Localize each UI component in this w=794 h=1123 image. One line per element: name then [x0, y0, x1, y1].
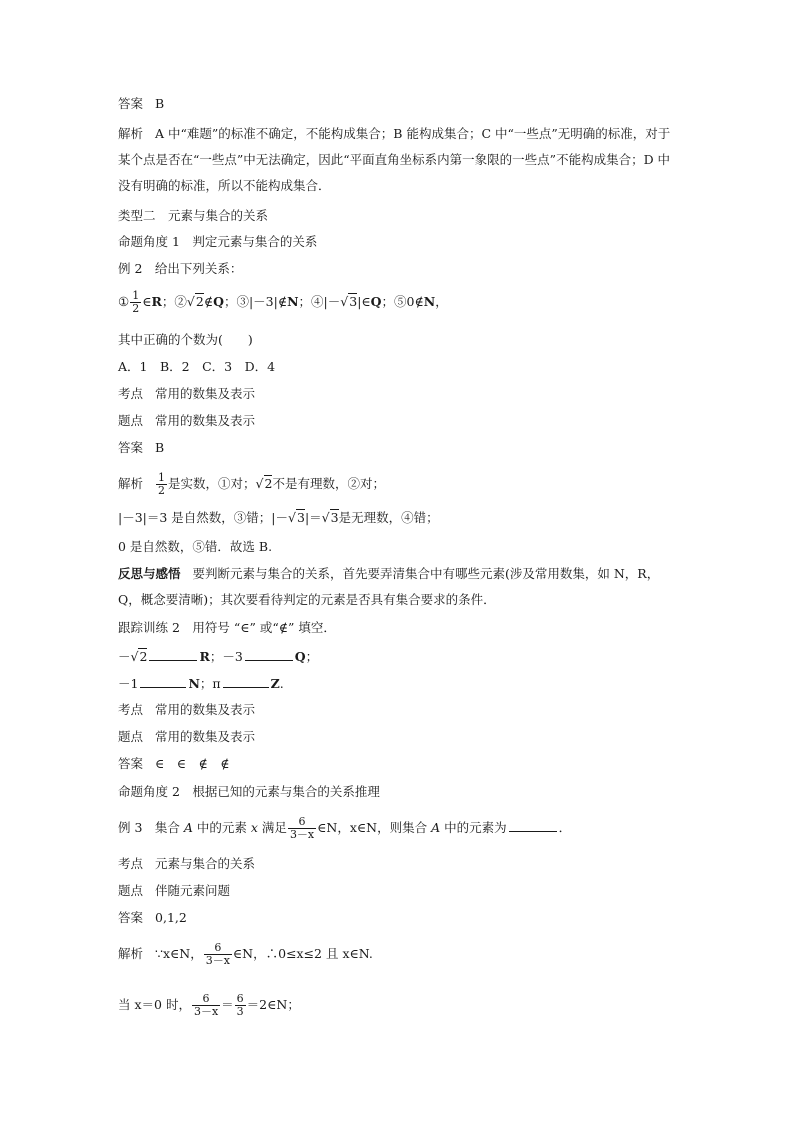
answer-label: 答案 — [118, 910, 144, 925]
fraction-numerator: 1 — [158, 471, 166, 484]
answer-label: 答案 — [118, 440, 144, 455]
kaodian-line — [118, 386, 255, 402]
fraction-six-over-three — [235, 993, 246, 1018]
answer-label: 答案 — [118, 756, 144, 771]
tidian-label: 题点 — [118, 413, 144, 428]
fraction-one-half — [156, 472, 167, 497]
set-symbol: Q — [370, 294, 382, 309]
example3-text: x∈N，则集合 — [349, 820, 432, 835]
example3-text: 例 3 集合 — [118, 820, 184, 835]
relation-5-text: ；⑤0∉ — [381, 294, 424, 309]
radicand: 3 — [349, 294, 358, 309]
relation-2-marker: ；② — [161, 294, 187, 309]
fraction-six-over-three-minus-x — [288, 816, 316, 841]
analysis-label: 解析 — [118, 476, 144, 491]
analysis-text: 是无理数，④错； — [338, 510, 439, 525]
kaodian-line — [118, 856, 255, 872]
fraction-denominator: 2 — [158, 484, 166, 497]
analysis-text: ∈N，∴0≤x≤2 且 x∈N. — [232, 946, 373, 961]
fill-blank[interactable] — [140, 675, 186, 688]
example3-text: 中的元素 — [192, 820, 251, 835]
punctuation: ． — [558, 820, 572, 835]
answer-label: 答案 — [118, 96, 144, 111]
analysis-label: 解析 — [118, 126, 144, 141]
tidian-value: 伴随元素问题 — [155, 883, 231, 898]
set-symbol: R — [199, 649, 210, 664]
fraction-numerator: 6 — [288, 816, 316, 829]
answer-line-1 — [118, 96, 164, 112]
example2-options: A．1 B．2 C．3 D．4 — [118, 359, 276, 374]
relation-symbol: |∈ — [357, 294, 371, 309]
kaodian-label: 考点 — [118, 856, 144, 871]
subsection-heading-angle2: 命题角度 2 根据已知的元素与集合的关系推理 — [118, 784, 380, 799]
example2-analysis-line-2: |－3|＝3 是自然数，③错；|－√3|＝√3是无理数，④错； — [118, 510, 439, 525]
answer-line-2 — [118, 440, 164, 456]
example3-statement — [118, 816, 571, 841]
set-name: A — [183, 820, 193, 835]
analysis-text: |－3|＝3 是自然数，③错；|－ — [118, 510, 289, 525]
example3-analysis-line-1 — [118, 942, 373, 967]
kaodian-value: 元素与集合的关系 — [155, 856, 256, 871]
analysis-text: ＝2∈N； — [246, 997, 300, 1012]
fraction-six-over-three-minus-x — [204, 942, 232, 967]
relation-4-text: ；④|－ — [298, 294, 341, 309]
tidian-line — [118, 413, 255, 429]
punctuation: . — [279, 676, 284, 691]
example2-question: 其中正确的个数为( ) — [118, 332, 253, 347]
fraction-numerator: 6 — [236, 992, 244, 1005]
answer-value: B — [155, 440, 165, 455]
tidian-line — [118, 729, 255, 745]
tidian-label: 题点 — [118, 729, 144, 744]
relation-symbol: ∈ — [142, 294, 152, 309]
kaodian-label: 考点 — [118, 386, 144, 401]
relation-3-text: ；③|－3|∉ — [223, 294, 288, 309]
tidian-line — [118, 883, 230, 899]
punctuation: ， — [435, 294, 448, 309]
fill-blank[interactable] — [149, 648, 197, 661]
kaodian-label: 考点 — [118, 702, 144, 717]
training2-fill-line-1: －√2 R；－3 Q； — [118, 649, 319, 664]
fraction-denominator: 2 — [132, 302, 140, 315]
analysis-text: ∵x∈N， — [155, 946, 203, 961]
kaodian-value: 常用的数集及表示 — [155, 702, 256, 717]
fraction-denominator: 3 — [236, 1005, 244, 1018]
example3-text: 中的元素为 — [440, 820, 507, 835]
answer-value: B — [155, 96, 165, 111]
fraction-numerator: 1 — [132, 289, 140, 302]
kaodian-value: 常用的数集及表示 — [155, 386, 256, 401]
answer-values: ∈ ∈ ∉ ∉ — [155, 756, 230, 771]
reflection-text: 要判断元素与集合的关系，首先要弄清集合中有哪些元素(涉及常用数集，如 N，R，Q，概念要清晰)；其次要看待判定的元素是否具有集合要求的条件． — [118, 566, 660, 607]
radicand: 3 — [330, 510, 339, 525]
answer-line-4 — [118, 910, 187, 926]
fraction-denominator: 3－x — [193, 1005, 219, 1018]
set-symbol: Q — [213, 294, 224, 309]
analysis-text: 不是有理数，②对； — [272, 476, 385, 491]
example2-analysis-line-1: 解析 $\frac{1}{2}$ 是实数，①对；√2不是有理数，②对； — [118, 471, 385, 497]
fraction-numerator: 6 — [204, 942, 232, 955]
answer-value: 0,1,2 — [155, 910, 187, 925]
radicand: 3 — [296, 510, 305, 525]
subsection-heading-angle1: 命题角度 1 判定元素与集合的关系 — [118, 234, 318, 249]
training2-fill-line-2 — [118, 675, 284, 692]
analysis-paragraph-1 — [118, 121, 678, 199]
fill-prefix: － — [118, 649, 131, 664]
example2-intro: 例 2 给出下列关系： — [118, 261, 243, 276]
relation-1-marker: ① — [118, 294, 130, 309]
set-symbol: N — [287, 294, 299, 309]
set-symbol: N — [423, 294, 436, 309]
tidian-value: 常用的数集及表示 — [155, 413, 256, 428]
relation-symbol: ∉ — [203, 294, 214, 309]
example2-analysis-line-3: 0 是自然数，⑤错．故选 B. — [118, 539, 273, 554]
example3-text: 满足 — [257, 820, 287, 835]
tidian-value: 常用的数集及表示 — [155, 729, 256, 744]
training2-title: 跟踪训练 2 用符号 “∈” 或“∉” 填空． — [118, 620, 336, 635]
analysis-text: |＝ — [304, 510, 322, 525]
reflection-paragraph — [118, 561, 678, 613]
answer-line-3 — [118, 756, 230, 772]
fraction-one-half — [130, 290, 141, 315]
set-symbol: R — [151, 294, 162, 309]
example3-analysis-line-2 — [118, 993, 300, 1018]
analysis-text: 当 x＝0 时， — [118, 997, 191, 1012]
set-symbol: Q — [294, 649, 306, 664]
fraction-denominator: 3－x — [289, 828, 315, 841]
fill-blank[interactable] — [223, 675, 269, 688]
tidian-label: 题点 — [118, 883, 144, 898]
reflection-label: 反思与感悟 — [118, 566, 181, 581]
fraction-six-over-three-minus-x — [192, 993, 220, 1018]
fraction-denominator: 3－x — [205, 954, 230, 967]
fill-blank[interactable] — [245, 648, 293, 661]
radicand: 2 — [195, 294, 204, 309]
equals-sign: ＝ — [221, 997, 234, 1012]
set-symbol: N — [188, 676, 200, 691]
analysis-text: 是实数，①对； — [168, 476, 256, 491]
radicand: 2 — [264, 476, 273, 491]
variable: x — [250, 820, 258, 835]
example2-relations: ① $\frac{1}{2}$ ∈R；②√2∉Q；③|－3|∉N；④|－√3|∈Q；⑤0∉N， — [118, 289, 448, 315]
analysis-text: A 中“难题”的标准不确定，不能构成集合；B 能构成集合；C 中“一些点”无明确的标准，对于某个点是否在“一些点”中无法确定，因此“平面直角坐标系内第一象限的一些点”不能构成集合；D 中没有明确的标准，所以不能构成集合． — [118, 126, 671, 193]
fill-prefix: ；－3 — [209, 649, 243, 664]
analysis-label: 解析 — [118, 946, 144, 961]
set-symbol: Z — [270, 676, 280, 691]
fill-prefix: －1 — [118, 676, 139, 691]
fill-prefix: ；π — [199, 676, 221, 691]
fill-blank[interactable] — [509, 819, 557, 832]
set-name: A — [431, 820, 441, 835]
section-heading-type2: 类型二 元素与集合的关系 — [118, 208, 269, 223]
example3-text: ∈N， — [317, 820, 350, 835]
kaodian-line — [118, 702, 255, 718]
punctuation: ； — [305, 649, 319, 664]
radicand: 2 — [139, 649, 148, 664]
fraction-numerator: 6 — [192, 993, 220, 1006]
